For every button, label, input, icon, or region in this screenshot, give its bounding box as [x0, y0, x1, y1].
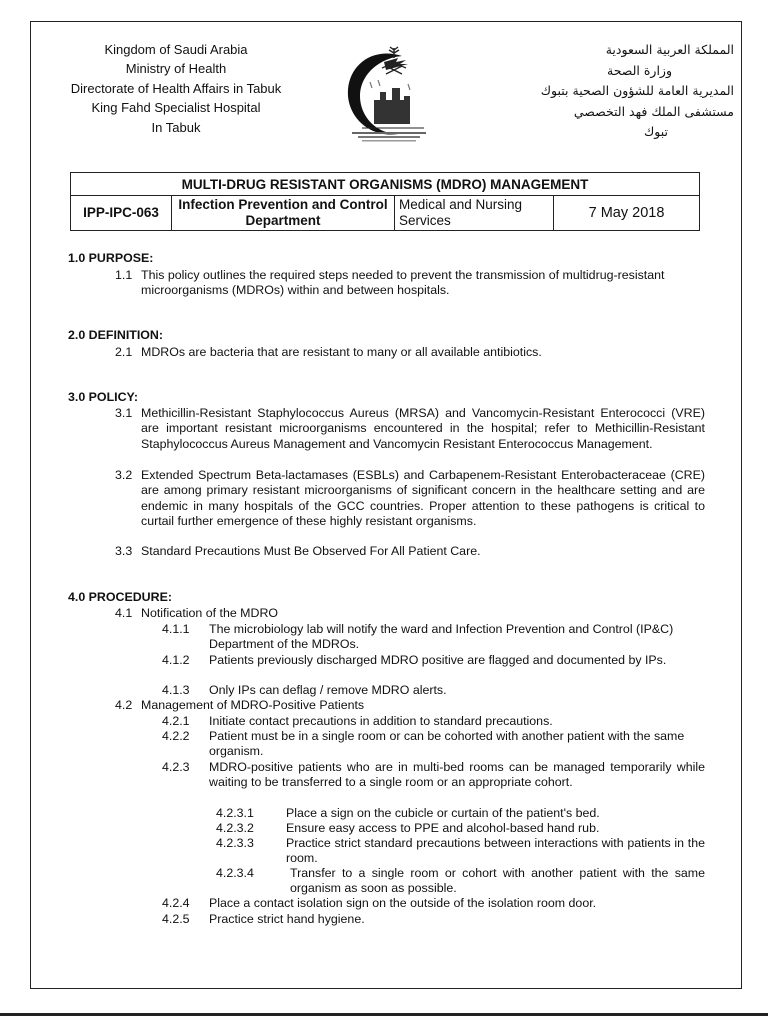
hospital-emblem-icon: [340, 42, 438, 144]
header-arabic-hospital: مستشفى الملك فهد التخصصي: [573, 103, 734, 119]
item-number: 4.1.2: [162, 653, 190, 667]
item-text: Practice strict hand hygiene.: [209, 912, 365, 926]
item-number: 4.2.4: [162, 896, 190, 910]
item-number: 4.2.3.4: [216, 866, 254, 880]
item-number: 4.2.3.3: [216, 836, 254, 850]
section-heading-purpose: 1.0 PURPOSE:: [68, 251, 154, 265]
item-text: Patients previously discharged MDRO positive are flagged and documented by IPs.: [209, 653, 667, 667]
item-number: 4.2.5: [162, 912, 190, 926]
list-item: [115, 544, 705, 559]
list-item: [162, 912, 705, 927]
item-text: This policy outlines the required steps needed to prevent the transmission of multidrug-resistant microorganisms (MDROs) within and between hospitals.: [141, 268, 665, 298]
list-item: [162, 896, 705, 911]
header-arabic-directorate: المديرية العامة للشؤون الصحية بتبوك: [540, 83, 734, 98]
item-text: MDRO-positive patients who are in multi-bed rooms can be managed temporarily while waiting to be transferred to a single room or an appropriate cohort.: [209, 760, 705, 790]
header-arabic-country: المملكة العربية السعودية: [605, 42, 734, 57]
item-number: 4.2.1: [162, 714, 190, 728]
item-text: Transfer to a single room or cohort with another patient with the same organism as soon as possible.: [290, 866, 705, 896]
item-text: Notification of the MDRO: [141, 606, 279, 620]
item-text: Patient must be in a single room or can be cohorted with another patient with the same organism.: [209, 729, 685, 759]
item-number: 3.3: [115, 544, 133, 558]
item-text: Standard Precautions Must Be Observed For All Patient Care.: [141, 544, 481, 558]
list-item: [216, 866, 705, 897]
item-text: MDROs are bacteria that are resistant to many or all available antibiotics.: [141, 345, 542, 359]
item-number: 3.2: [115, 468, 133, 482]
item-text: Place a contact isolation sign on the outside of the isolation room door.: [209, 896, 597, 910]
header-city: In Tabuk: [151, 119, 201, 135]
list-item: [115, 345, 705, 360]
section-heading-policy: 3.0 POLICY:: [68, 390, 138, 404]
list-item: [162, 622, 705, 653]
list-item: [115, 406, 705, 452]
item-text: Initiate contact precautions in addition to standard precautions.: [209, 714, 553, 728]
item-text: Only IPs can deflag / remove MDRO alerts.: [209, 683, 447, 697]
item-number: 4.1.1: [162, 622, 190, 636]
document-title-table: [70, 172, 700, 231]
header-arabic-ministry: وزارة الصحة: [607, 62, 672, 78]
item-number: 4.2.3.1: [216, 806, 254, 820]
header-country: Kingdom of Saudi Arabia: [104, 42, 248, 57]
item-text: Extended Spectrum Beta-lactamases (ESBLs) and Carbapenem-Resistant Enterobacteraceae (CRE) are among primary resistant microorganisms of significant concern in the healthcare setting and are endemic in many hospitals of the GCC countries. Proper attention to these pathogens is critical to curtail further emergence of these highly resistant organisms.: [141, 468, 705, 529]
header-arabic-block: [494, 40, 734, 143]
item-number: 4.2: [115, 698, 133, 712]
bottom-divider: [0, 1013, 768, 1016]
item-number: 4.2.3.2: [216, 821, 254, 835]
list-item: [216, 806, 705, 821]
document-title: MULTI-DRUG RESISTANT ORGANISMS (MDRO) MANAGEMENT: [71, 173, 700, 196]
policy-date: 7 May 2018: [554, 196, 700, 231]
list-item: [216, 821, 705, 836]
item-number: 4.2.2: [162, 729, 190, 743]
list-item: [115, 698, 705, 713]
item-text: Practice strict standard precautions between interactions with patients in the room.: [286, 836, 705, 866]
list-item: [162, 653, 705, 668]
services-name: Medical and Nursing Services: [395, 196, 554, 231]
section-heading-procedure: 4.0 PROCEDURE:: [68, 590, 172, 604]
list-item: [162, 683, 705, 698]
header-arabic-city: تبوك: [643, 124, 668, 139]
item-number: 2.1: [115, 345, 133, 359]
item-text: The microbiology lab will notify the ward and Infection Prevention and Control (IP&C) Department of the MDROs.: [209, 622, 674, 652]
list-item: [115, 606, 705, 621]
item-number: 4.2.3: [162, 760, 190, 774]
list-item: [115, 468, 705, 530]
header-english-block: [40, 40, 312, 137]
policy-code: IPP-IPC-063: [71, 196, 172, 231]
header-ministry: Ministry of Health: [125, 61, 227, 77]
list-item: [162, 760, 705, 791]
item-number: 1.1: [115, 268, 133, 282]
item-text: Ensure easy access to PPE and alcohol-based hand rub.: [286, 821, 600, 835]
list-item: [162, 729, 705, 760]
item-text: Methicillin-Resistant Staphylococcus Aureus (MRSA) and Vancomycin-Resistant Enterococci (VRE) are important resistant microorganisms encountered in the hospital; refer to Methicillin-Resistant Staphylococcus Aureus Management and Vancomycin Resistant Enterococcus Management.: [141, 406, 705, 451]
item-number: 4.1.3: [162, 683, 190, 697]
item-text: Management of MDRO-Positive Patients: [141, 698, 365, 712]
section-heading-definition: 2.0 DEFINITION:: [68, 328, 164, 342]
header-hospital: King Fahd Specialist Hospital: [91, 100, 261, 116]
item-number: 4.1: [115, 606, 133, 620]
list-item: [162, 714, 705, 729]
header-directorate: Directorate of Health Affairs in Tabuk: [70, 80, 282, 96]
list-item: [115, 268, 705, 299]
list-item: [216, 836, 705, 867]
department-name: Infection Prevention and Control Department: [172, 196, 395, 231]
item-number: 3.1: [115, 406, 133, 420]
item-text: Place a sign on the cubicle or curtain of the patient's bed.: [286, 806, 600, 820]
